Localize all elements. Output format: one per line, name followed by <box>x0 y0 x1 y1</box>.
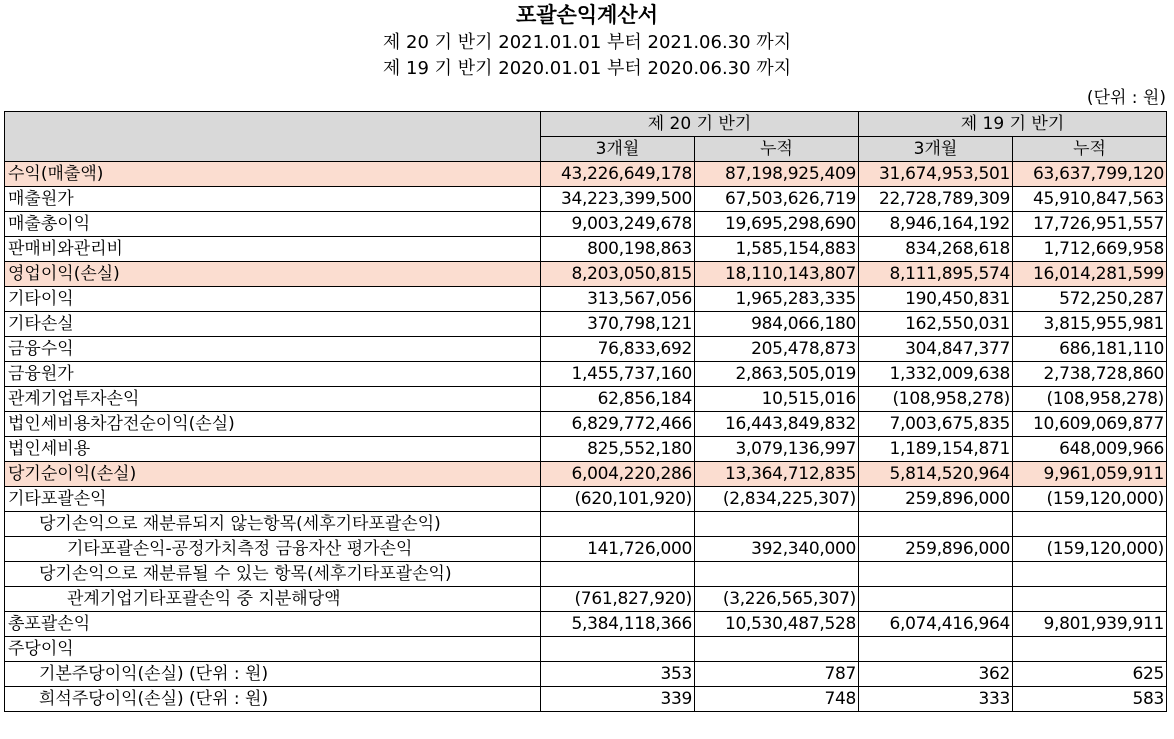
income-statement-table <box>4 111 1167 712</box>
row-label: 영업이익(손실) <box>5 262 541 287</box>
cell-current-3m: 825,552,180 <box>541 437 695 462</box>
cell-prior-3m <box>859 587 1013 612</box>
cell-prior-3m: 22,728,789,309 <box>859 187 1013 212</box>
cell-current-cumulative: 205,478,873 <box>695 337 859 362</box>
cell-current-3m: 800,198,863 <box>541 237 695 262</box>
cell-current-3m: 76,833,692 <box>541 337 695 362</box>
header-current-3m: 3개월 <box>541 137 695 162</box>
table-row <box>5 537 1167 562</box>
cell-prior-3m <box>859 562 1013 587</box>
cell-current-cumulative: 19,695,298,690 <box>695 212 859 237</box>
cell-prior-3m: 259,896,000 <box>859 537 1013 562</box>
cell-prior-3m: 362 <box>859 662 1013 687</box>
cell-prior-cumulative <box>1013 637 1167 662</box>
cell-current-3m: 34,223,399,500 <box>541 187 695 212</box>
table-row <box>5 437 1167 462</box>
header-item-blank <box>5 112 541 162</box>
statement-title: 포괄손익계산서 <box>515 3 658 27</box>
table-row <box>5 462 1167 487</box>
cell-prior-cumulative: 572,250,287 <box>1013 287 1167 312</box>
row-label: 법인세비용 <box>5 437 541 462</box>
cell-prior-3m <box>859 512 1013 537</box>
cell-current-cumulative: 748 <box>695 687 859 712</box>
cell-current-cumulative: (3,226,565,307) <box>695 587 859 612</box>
row-label: 금융수익 <box>5 337 541 362</box>
cell-prior-cumulative: 2,738,728,860 <box>1013 362 1167 387</box>
cell-current-3m <box>541 637 695 662</box>
cell-prior-cumulative: 583 <box>1013 687 1167 712</box>
cell-prior-cumulative: 45,910,847,563 <box>1013 187 1167 212</box>
row-label: 당기손익으로 재분류되지 않는항목(세후기타포괄손익) <box>5 512 541 537</box>
cell-prior-3m: 162,550,031 <box>859 312 1013 337</box>
cell-current-cumulative: 10,515,016 <box>695 387 859 412</box>
cell-prior-3m: 6,074,416,964 <box>859 612 1013 637</box>
header-prior-cumulative: 누적 <box>1013 137 1167 162</box>
cell-current-3m: 141,726,000 <box>541 537 695 562</box>
table-row <box>5 637 1167 662</box>
table-row <box>5 612 1167 637</box>
table-row <box>5 562 1167 587</box>
cell-current-cumulative: 984,066,180 <box>695 312 859 337</box>
cell-prior-cumulative: 686,181,110 <box>1013 337 1167 362</box>
cell-prior-3m: 333 <box>859 687 1013 712</box>
cell-prior-cumulative: 17,726,951,557 <box>1013 212 1167 237</box>
cell-prior-3m: 259,896,000 <box>859 487 1013 512</box>
cell-prior-3m: 190,450,831 <box>859 287 1013 312</box>
cell-current-cumulative <box>695 562 859 587</box>
row-label: 관계기업기타포괄손익 중 지분해당액 <box>5 587 541 612</box>
cell-prior-cumulative: 16,014,281,599 <box>1013 262 1167 287</box>
cell-current-3m: (761,827,920) <box>541 587 695 612</box>
table-row <box>5 512 1167 537</box>
cell-current-cumulative: (2,834,225,307) <box>695 487 859 512</box>
cell-current-3m: (620,101,920) <box>541 487 695 512</box>
cell-current-3m: 1,455,737,160 <box>541 362 695 387</box>
cell-current-cumulative: 787 <box>695 662 859 687</box>
table-row <box>5 287 1167 312</box>
table-row <box>5 362 1167 387</box>
cell-prior-cumulative: 1,712,669,958 <box>1013 237 1167 262</box>
cell-current-cumulative: 16,443,849,832 <box>695 412 859 437</box>
cell-prior-3m: 5,814,520,964 <box>859 462 1013 487</box>
table-row <box>5 487 1167 512</box>
period-prior: 제 19 기 반기 2020.01.01 부터 2020.06.30 까지 <box>382 58 792 79</box>
cell-prior-cumulative: (108,958,278) <box>1013 387 1167 412</box>
row-label: 총포괄손익 <box>5 612 541 637</box>
row-label: 법인세비용차감전순이익(손실) <box>5 412 541 437</box>
cell-current-cumulative: 67,503,626,719 <box>695 187 859 212</box>
cell-prior-cumulative: 63,637,799,120 <box>1013 162 1167 187</box>
cell-current-cumulative: 87,198,925,409 <box>695 162 859 187</box>
cell-current-3m: 6,004,220,286 <box>541 462 695 487</box>
cell-current-cumulative <box>695 512 859 537</box>
cell-prior-3m <box>859 637 1013 662</box>
row-label: 당기손익으로 재분류될 수 있는 항목(세후기타포괄손익) <box>5 562 541 587</box>
cell-prior-3m: 304,847,377 <box>859 337 1013 362</box>
table-row <box>5 337 1167 362</box>
row-label: 수익(매출액) <box>5 162 541 187</box>
cell-prior-3m: 8,111,895,574 <box>859 262 1013 287</box>
row-label: 기타이익 <box>5 287 541 312</box>
cell-prior-cumulative: 10,609,069,877 <box>1013 412 1167 437</box>
row-label: 관계기업투자손익 <box>5 387 541 412</box>
table-row <box>5 237 1167 262</box>
table-row <box>5 412 1167 437</box>
cell-current-cumulative: 18,110,143,807 <box>695 262 859 287</box>
cell-prior-cumulative: (159,120,000) <box>1013 487 1167 512</box>
cell-prior-3m: 31,674,953,501 <box>859 162 1013 187</box>
table-row <box>5 587 1167 612</box>
row-label: 판매비와관리비 <box>5 237 541 262</box>
cell-prior-3m: 1,332,009,638 <box>859 362 1013 387</box>
cell-prior-cumulative: 9,961,059,911 <box>1013 462 1167 487</box>
table-row <box>5 187 1167 212</box>
cell-current-3m: 43,226,649,178 <box>541 162 695 187</box>
cell-prior-3m: (108,958,278) <box>859 387 1013 412</box>
cell-prior-cumulative: 3,815,955,981 <box>1013 312 1167 337</box>
row-label: 기타손실 <box>5 312 541 337</box>
row-label: 당기순이익(손실) <box>5 462 541 487</box>
unit-label: (단위 : 원) <box>1086 88 1166 108</box>
table-row <box>5 262 1167 287</box>
cell-current-3m: 5,384,118,366 <box>541 612 695 637</box>
cell-prior-3m: 8,946,164,192 <box>859 212 1013 237</box>
cell-prior-cumulative <box>1013 587 1167 612</box>
row-label: 매출총이익 <box>5 212 541 237</box>
cell-current-3m <box>541 562 695 587</box>
table-row <box>5 662 1167 687</box>
row-label: 주당이익 <box>5 637 541 662</box>
cell-prior-3m: 1,189,154,871 <box>859 437 1013 462</box>
header-row-periods <box>5 112 1167 137</box>
cell-prior-cumulative <box>1013 512 1167 537</box>
cell-current-3m: 370,798,121 <box>541 312 695 337</box>
row-label: 매출원가 <box>5 187 541 212</box>
header-prior-period: 제 19 기 반기 <box>859 112 1167 137</box>
cell-current-cumulative: 13,364,712,835 <box>695 462 859 487</box>
cell-prior-3m: 834,268,618 <box>859 237 1013 262</box>
table-row <box>5 162 1167 187</box>
cell-prior-cumulative: (159,120,000) <box>1013 537 1167 562</box>
table-row <box>5 212 1167 237</box>
cell-prior-3m: 7,003,675,835 <box>859 412 1013 437</box>
cell-current-3m: 62,856,184 <box>541 387 695 412</box>
cell-current-3m: 353 <box>541 662 695 687</box>
cell-current-cumulative: 3,079,136,997 <box>695 437 859 462</box>
cell-current-cumulative: 2,863,505,019 <box>695 362 859 387</box>
cell-current-3m: 339 <box>541 687 695 712</box>
table-row <box>5 387 1167 412</box>
row-label: 금융원가 <box>5 362 541 387</box>
cell-current-cumulative: 1,585,154,883 <box>695 237 859 262</box>
cell-prior-cumulative: 625 <box>1013 662 1167 687</box>
cell-current-cumulative: 10,530,487,528 <box>695 612 859 637</box>
cell-current-cumulative: 392,340,000 <box>695 537 859 562</box>
cell-current-3m: 6,829,772,466 <box>541 412 695 437</box>
cell-current-3m: 8,203,050,815 <box>541 262 695 287</box>
row-label: 기타포괄손익 <box>5 487 541 512</box>
header-current-period: 제 20 기 반기 <box>541 112 859 137</box>
row-label: 기타포괄손익-공정가치측정 금융자산 평가손익 <box>5 537 541 562</box>
cell-current-cumulative: 1,965,283,335 <box>695 287 859 312</box>
cell-current-cumulative <box>695 637 859 662</box>
period-current: 제 20 기 반기 2021.01.01 부터 2021.06.30 까지 <box>382 32 792 53</box>
cell-prior-cumulative: 9,801,939,911 <box>1013 612 1167 637</box>
cell-prior-cumulative: 648,009,966 <box>1013 437 1167 462</box>
cell-current-3m: 313,567,056 <box>541 287 695 312</box>
header-prior-3m: 3개월 <box>859 137 1013 162</box>
header-current-cumulative: 누적 <box>695 137 859 162</box>
cell-current-3m: 9,003,249,678 <box>541 212 695 237</box>
table-row <box>5 312 1167 337</box>
row-label: 기본주당이익(손실) (단위 : 원) <box>5 662 541 687</box>
table-row <box>5 687 1167 712</box>
row-label: 희석주당이익(손실) (단위 : 원) <box>5 687 541 712</box>
cell-current-3m <box>541 512 695 537</box>
cell-prior-cumulative <box>1013 562 1167 587</box>
